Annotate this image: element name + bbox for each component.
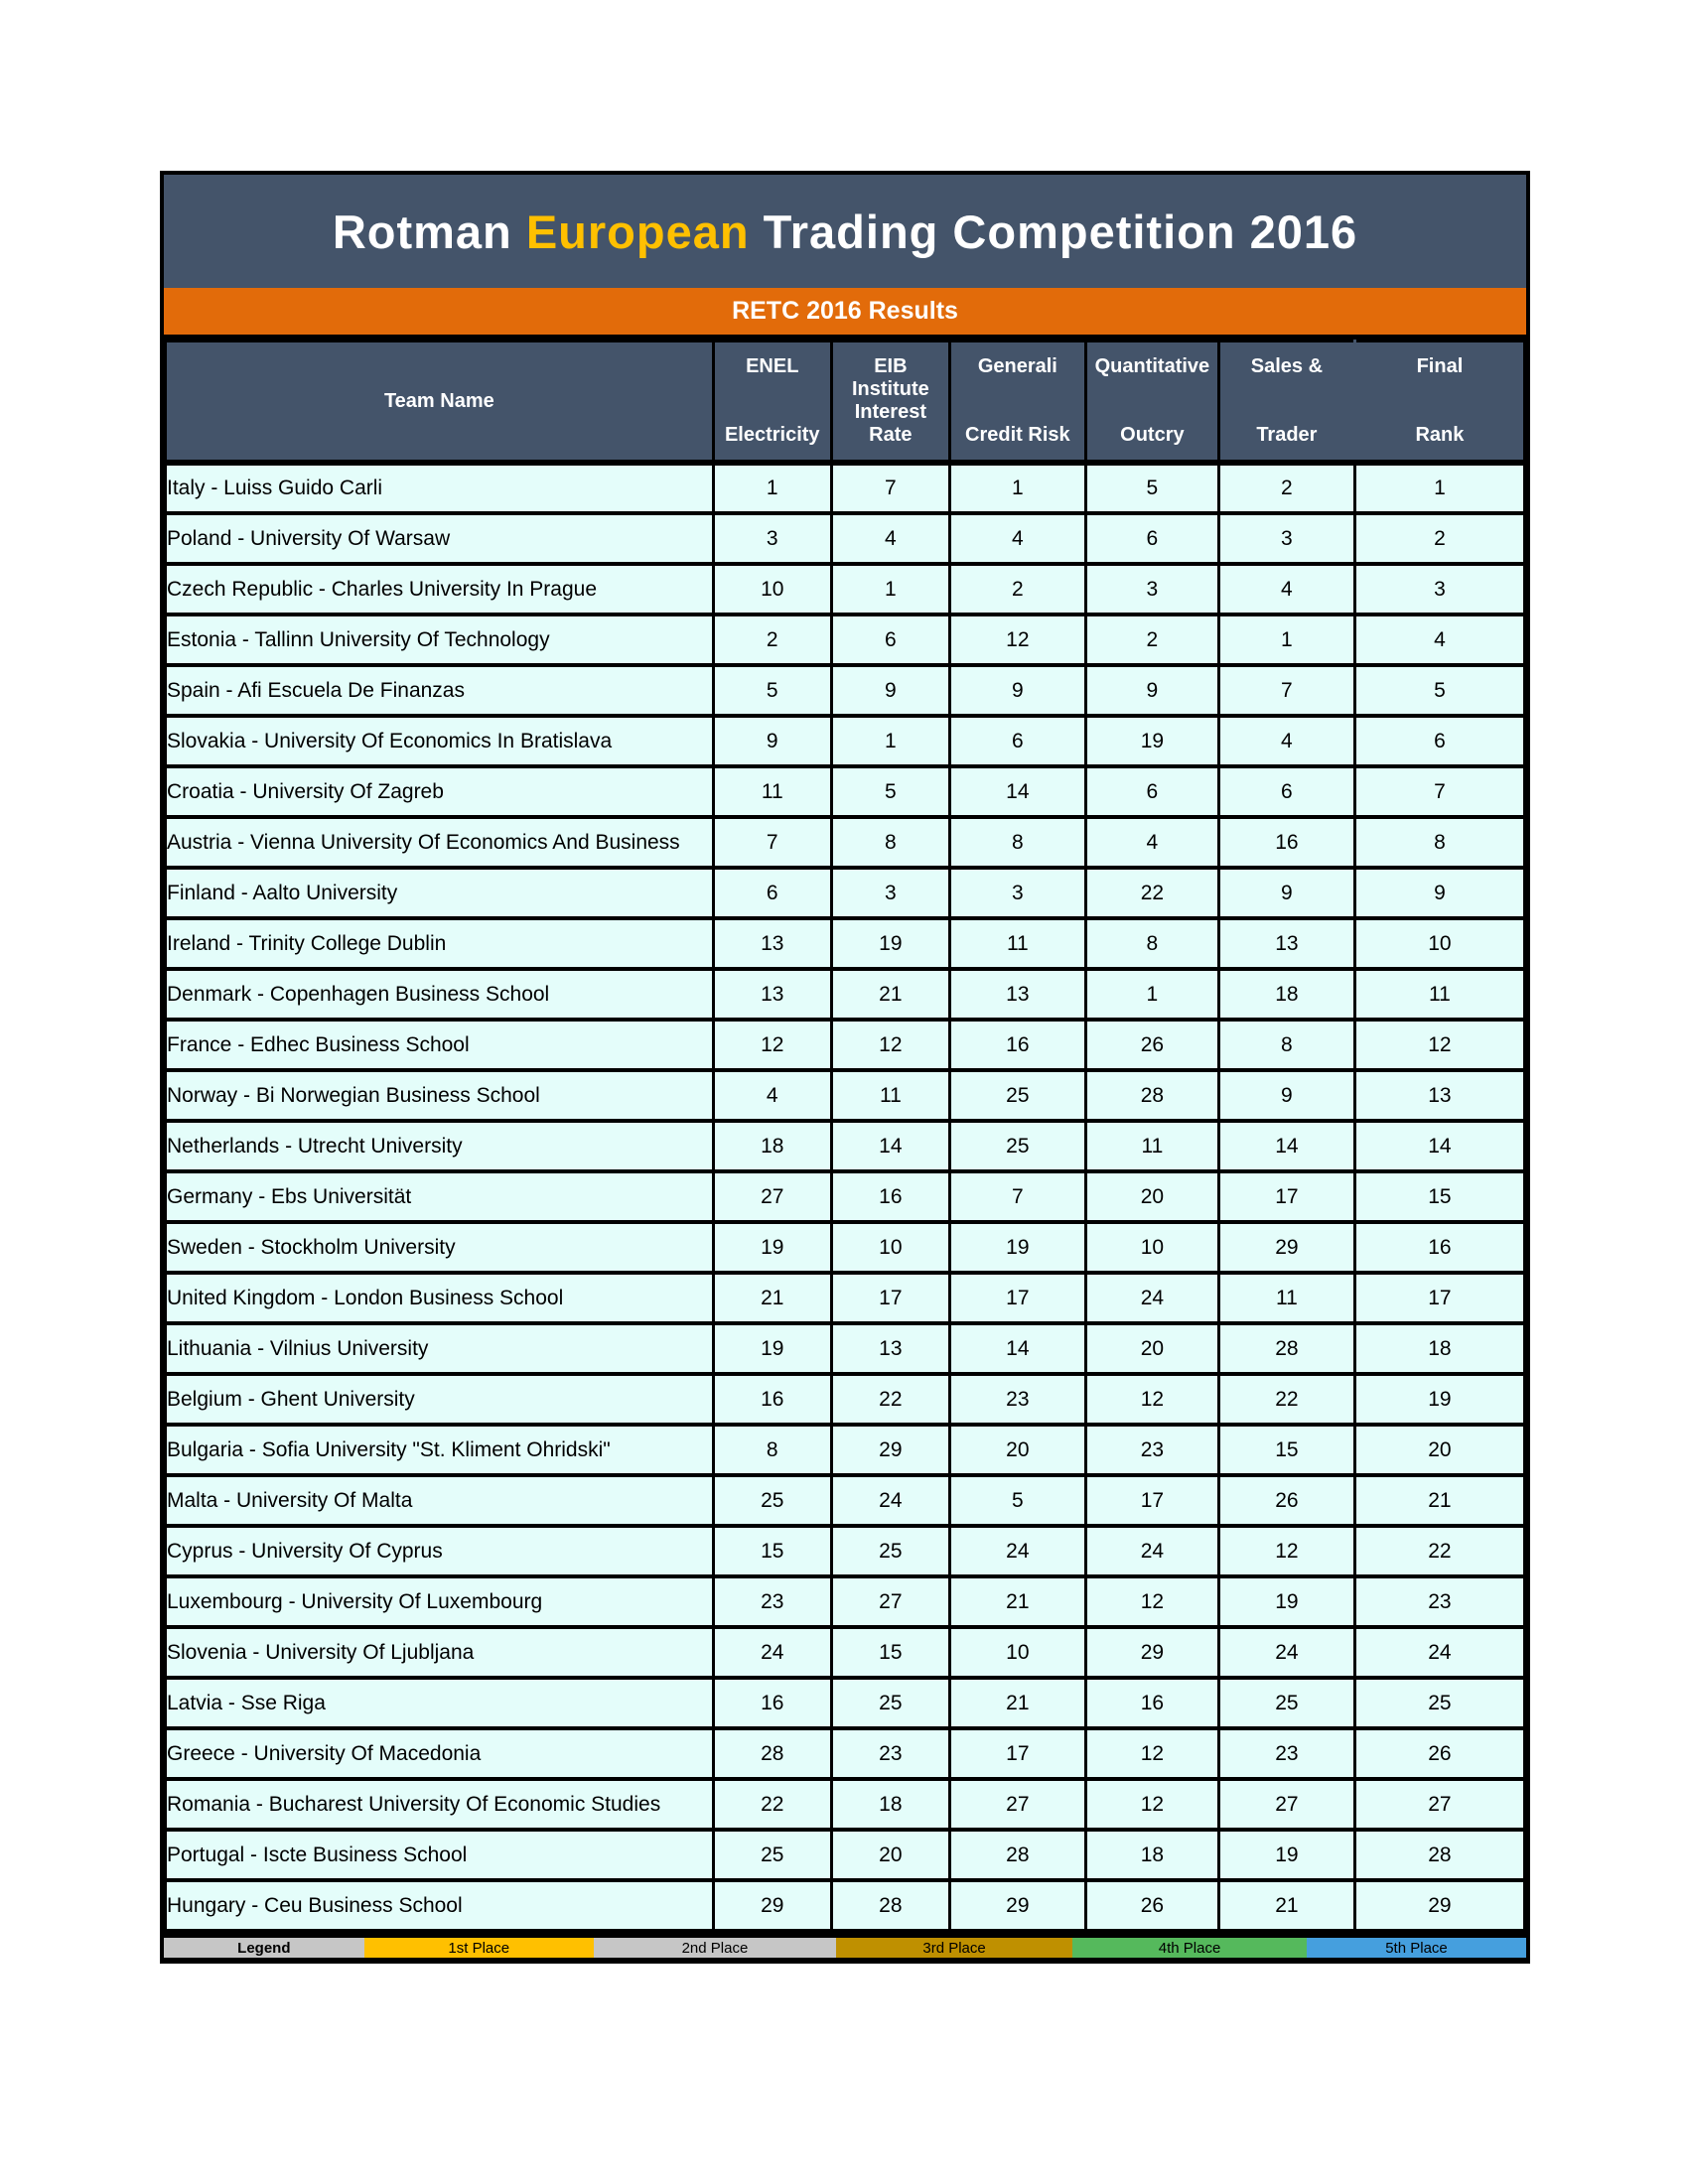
table-row [166, 513, 1525, 564]
rank-cell: 9 [713, 716, 831, 766]
rank-cell: 19 [1218, 1576, 1354, 1627]
legend-item: 5th Place [1307, 1938, 1526, 1958]
rank-cell: 16 [831, 1171, 949, 1222]
table-row [166, 1374, 1525, 1425]
rank-cell: 19 [1218, 1830, 1354, 1880]
rank-cell: 1 [1085, 969, 1218, 1020]
table-row [166, 564, 1525, 614]
team-name-cell: Malta - University Of Malta [166, 1475, 714, 1526]
rank-cell: 14 [949, 1323, 1085, 1374]
team-name-cell: Czech Republic - Charles University In Prague [166, 564, 714, 614]
rank-cell: 13 [713, 918, 831, 969]
table-row [166, 614, 1525, 665]
rank-cell: 17 [949, 1728, 1085, 1779]
column-header-line: ENEL [746, 355, 799, 377]
rank-cell: 23 [1218, 1728, 1354, 1779]
rank-cell: 21 [1354, 1475, 1524, 1526]
table-row [166, 1121, 1525, 1171]
table-row [166, 1171, 1525, 1222]
rank-cell: 29 [1085, 1627, 1218, 1678]
rank-cell: 19 [713, 1323, 831, 1374]
rank-cell: 2 [949, 564, 1085, 614]
team-name-cell: France - Edhec Business School [166, 1020, 714, 1070]
rank-cell: 21 [831, 969, 949, 1020]
rank-cell: 10 [1085, 1222, 1218, 1273]
title-segment: Trading Competition 2016 [749, 205, 1358, 258]
rank-cell: 25 [831, 1526, 949, 1576]
team-name-cell: Sweden - Stockholm University [166, 1222, 714, 1273]
rank-cell: 9 [1354, 868, 1524, 918]
table-row [166, 918, 1525, 969]
rank-cell: 4 [1218, 716, 1354, 766]
team-name-cell: Luxembourg - University Of Luxembourg [166, 1576, 714, 1627]
column-header-line: Final [1416, 355, 1464, 377]
table-row [166, 1576, 1525, 1627]
rank-cell: 11 [1218, 1273, 1354, 1323]
column-header [713, 341, 831, 464]
rank-cell: 14 [831, 1121, 949, 1171]
rank-cell: 4 [713, 1070, 831, 1121]
table-row [166, 1526, 1525, 1576]
legend-item: 3rd Place [836, 1938, 1072, 1958]
rank-cell: 2 [1218, 463, 1354, 513]
rank-cell: 26 [1085, 1020, 1218, 1070]
rank-cell: 18 [1354, 1323, 1524, 1374]
column-header-line: Interest Rate [854, 401, 926, 446]
rank-cell: 1 [831, 564, 949, 614]
results-sheet [160, 171, 1530, 1964]
rank-cell: 4 [949, 513, 1085, 564]
rank-cell: 24 [1085, 1273, 1218, 1323]
team-name-cell: Finland - Aalto University [166, 868, 714, 918]
rank-cell: 8 [1085, 918, 1218, 969]
rank-cell: 26 [1354, 1728, 1524, 1779]
rank-cell: 21 [1218, 1880, 1354, 1931]
rank-cell: 1 [831, 716, 949, 766]
table-row [166, 1880, 1525, 1931]
team-name-cell: Lithuania - Vilnius University [166, 1323, 714, 1374]
rank-cell: 3 [713, 513, 831, 564]
rank-cell: 19 [1085, 716, 1218, 766]
rank-cell: 24 [949, 1526, 1085, 1576]
rank-cell: 28 [1218, 1323, 1354, 1374]
table-row [166, 1830, 1525, 1880]
rank-cell: 18 [713, 1121, 831, 1171]
rank-cell: 8 [1218, 1020, 1354, 1070]
rank-cell: 8 [713, 1425, 831, 1475]
table-row [166, 1070, 1525, 1121]
rank-cell: 13 [1354, 1070, 1524, 1121]
rank-cell: 5 [1085, 463, 1218, 513]
rank-cell: 17 [1085, 1475, 1218, 1526]
rank-cell: 2 [1085, 614, 1218, 665]
team-name-cell: Romania - Bucharest University Of Economic Studies [166, 1779, 714, 1830]
rank-cell: 22 [1218, 1374, 1354, 1425]
rank-cell: 12 [1085, 1779, 1218, 1830]
rank-cell: 23 [713, 1576, 831, 1627]
rank-cell: 28 [949, 1830, 1085, 1880]
column-header [1218, 341, 1354, 464]
rank-cell: 18 [831, 1779, 949, 1830]
rank-cell: 7 [1354, 766, 1524, 817]
rank-cell: 29 [949, 1880, 1085, 1931]
rank-cell: 16 [1218, 817, 1354, 868]
column-header-line: Outcry [1120, 424, 1185, 446]
rank-cell: 25 [831, 1678, 949, 1728]
rank-cell: 22 [1354, 1526, 1524, 1576]
rank-cell: 23 [831, 1728, 949, 1779]
title-segment: European [525, 205, 750, 258]
team-name-cell: Hungary - Ceu Business School [166, 1880, 714, 1931]
rank-cell: 20 [1085, 1171, 1218, 1222]
rank-cell: 27 [1218, 1779, 1354, 1830]
rank-cell: 6 [949, 716, 1085, 766]
column-header [949, 341, 1085, 464]
rank-cell: 10 [713, 564, 831, 614]
team-name-cell: Estonia - Tallinn University Of Technology [166, 614, 714, 665]
rank-cell: 10 [1354, 918, 1524, 969]
table-row [166, 969, 1525, 1020]
rank-cell: 1 [949, 463, 1085, 513]
results-table [164, 340, 1526, 1933]
rank-cell: 6 [1354, 716, 1524, 766]
rank-cell: 11 [713, 766, 831, 817]
rank-cell: 8 [949, 817, 1085, 868]
rank-cell: 3 [831, 868, 949, 918]
rank-cell: 1 [713, 463, 831, 513]
table-row [166, 1273, 1525, 1323]
team-name-cell: Germany - Ebs Universität [166, 1171, 714, 1222]
rank-cell: 16 [949, 1020, 1085, 1070]
table-row [166, 1323, 1525, 1374]
column-header-line: Rank [1415, 424, 1465, 446]
rank-cell: 20 [831, 1830, 949, 1880]
rank-cell: 21 [949, 1576, 1085, 1627]
rank-cell: 6 [1085, 513, 1218, 564]
team-name-cell: Greece - University Of Macedonia [166, 1728, 714, 1779]
rank-cell: 13 [1218, 918, 1354, 969]
rank-cell: 24 [1354, 1627, 1524, 1678]
rank-cell: 12 [949, 614, 1085, 665]
team-name-cell: Slovenia - University Of Ljubljana [166, 1627, 714, 1678]
rank-cell: 28 [1085, 1070, 1218, 1121]
rank-cell: 6 [831, 614, 949, 665]
column-header-line: Electricity [724, 424, 820, 446]
rank-cell: 23 [949, 1374, 1085, 1425]
rank-cell: 11 [831, 1070, 949, 1121]
table-row [166, 716, 1525, 766]
rank-cell: 20 [1354, 1425, 1524, 1475]
table-row [166, 1779, 1525, 1830]
rank-cell: 27 [1354, 1779, 1524, 1830]
rank-cell: 17 [831, 1273, 949, 1323]
rank-cell: 22 [713, 1779, 831, 1830]
rank-cell: 4 [1354, 614, 1524, 665]
column-header [1085, 341, 1218, 464]
rank-cell: 3 [1354, 564, 1524, 614]
results-banner [164, 288, 1526, 340]
legend-bar [164, 1933, 1526, 1960]
rank-cell: 23 [1085, 1425, 1218, 1475]
rank-cell: 12 [1085, 1576, 1218, 1627]
team-name-cell: Cyprus - University Of Cyprus [166, 1526, 714, 1576]
table-row [166, 817, 1525, 868]
rank-cell: 15 [713, 1526, 831, 1576]
rank-cell: 19 [949, 1222, 1085, 1273]
legend-item: 4th Place [1072, 1938, 1307, 1958]
rank-cell: 11 [1085, 1121, 1218, 1171]
team-name-cell: Norway - Bi Norwegian Business School [166, 1070, 714, 1121]
rank-cell: 25 [1218, 1678, 1354, 1728]
table-row [166, 1425, 1525, 1475]
table-row [166, 1678, 1525, 1728]
rank-cell: 7 [713, 817, 831, 868]
rank-cell: 5 [831, 766, 949, 817]
team-name-cell: Poland - University Of Warsaw [166, 513, 714, 564]
rank-cell: 6 [1085, 766, 1218, 817]
rank-cell: 6 [1218, 766, 1354, 817]
rank-cell: 27 [831, 1576, 949, 1627]
legend-item: Legend [164, 1938, 364, 1958]
rank-cell: 5 [949, 1475, 1085, 1526]
rank-cell: 7 [831, 463, 949, 513]
rank-cell: 25 [713, 1475, 831, 1526]
rank-cell: 28 [713, 1728, 831, 1779]
title-bar [164, 175, 1526, 288]
rank-cell: 29 [713, 1880, 831, 1931]
rank-cell: 10 [949, 1627, 1085, 1678]
team-name-cell: Portugal - Iscte Business School [166, 1830, 714, 1880]
results-body [166, 463, 1525, 1931]
rank-cell: 27 [949, 1779, 1085, 1830]
rank-cell: 18 [1085, 1830, 1218, 1880]
rank-cell: 25 [949, 1070, 1085, 1121]
rank-cell: 9 [949, 665, 1085, 716]
rank-cell: 12 [1218, 1526, 1354, 1576]
rank-cell: 23 [1354, 1576, 1524, 1627]
rank-cell: 24 [1085, 1526, 1218, 1576]
rank-cell: 27 [713, 1171, 831, 1222]
rank-cell: 14 [1354, 1121, 1524, 1171]
rank-cell: 12 [831, 1020, 949, 1070]
team-name-cell: Latvia - Sse Riga [166, 1678, 714, 1728]
page-title [333, 205, 1357, 259]
team-name-cell: Belgium - Ghent University [166, 1374, 714, 1425]
rank-cell: 3 [949, 868, 1085, 918]
rank-cell: 22 [831, 1374, 949, 1425]
rank-cell: 11 [1354, 969, 1524, 1020]
rank-cell: 19 [1354, 1374, 1524, 1425]
column-header [1354, 341, 1524, 464]
rank-cell: 25 [1354, 1678, 1524, 1728]
column-header-line: EIB Institute [851, 355, 929, 400]
rank-cell: 29 [831, 1425, 949, 1475]
team-name-cell: Spain - Afi Escuela De Finanzas [166, 665, 714, 716]
table-row [166, 1627, 1525, 1678]
rank-cell: 1 [1218, 614, 1354, 665]
team-name-cell: Ireland - Trinity College Dublin [166, 918, 714, 969]
rank-cell: 19 [713, 1222, 831, 1273]
column-header-line: Trader [1256, 424, 1318, 446]
rank-cell: 12 [1354, 1020, 1524, 1070]
rank-cell: 21 [949, 1678, 1085, 1728]
rank-cell: 5 [713, 665, 831, 716]
table-row [166, 1020, 1525, 1070]
rank-cell: 16 [1354, 1222, 1524, 1273]
column-header [831, 341, 949, 464]
rank-cell: 26 [1085, 1880, 1218, 1931]
rank-cell: 29 [1218, 1222, 1354, 1273]
rank-cell: 13 [713, 969, 831, 1020]
rank-cell: 22 [1085, 868, 1218, 918]
rank-cell: 14 [1218, 1121, 1354, 1171]
rank-cell: 18 [1218, 969, 1354, 1020]
rank-cell: 9 [831, 665, 949, 716]
table-row [166, 868, 1525, 918]
rank-cell: 20 [1085, 1323, 1218, 1374]
rank-cell: 10 [831, 1222, 949, 1273]
rank-cell: 24 [1218, 1627, 1354, 1678]
rank-cell: 16 [713, 1678, 831, 1728]
rank-cell: 15 [831, 1627, 949, 1678]
rank-cell: 16 [1085, 1678, 1218, 1728]
rank-cell: 24 [831, 1475, 949, 1526]
table-row [166, 1728, 1525, 1779]
rank-cell: 12 [1085, 1374, 1218, 1425]
team-name-cell: Croatia - University Of Zagreb [166, 766, 714, 817]
rank-cell: 4 [831, 513, 949, 564]
rank-cell: 25 [713, 1830, 831, 1880]
rank-cell: 12 [713, 1020, 831, 1070]
rank-cell: 3 [1085, 564, 1218, 614]
title-segment: Rotman [332, 205, 526, 258]
column-header-line: Sales & [1250, 355, 1324, 377]
rank-cell: 14 [949, 766, 1085, 817]
rank-cell: 4 [1218, 564, 1354, 614]
rank-cell: 24 [713, 1627, 831, 1678]
rank-cell: 17 [1218, 1171, 1354, 1222]
legend-item: 1st Place [364, 1938, 594, 1958]
team-name-cell: Italy - Luiss Guido Carli [166, 463, 714, 513]
column-header-line: Generali [977, 355, 1057, 377]
rank-cell: 9 [1218, 868, 1354, 918]
rank-cell: 7 [949, 1171, 1085, 1222]
rank-cell: 19 [831, 918, 949, 969]
rank-cell: 3 [1218, 513, 1354, 564]
rank-cell: 8 [1354, 817, 1524, 868]
team-name-cell: United Kingdom - London Business School [166, 1273, 714, 1323]
rank-cell: 8 [831, 817, 949, 868]
rank-cell: 15 [1218, 1425, 1354, 1475]
table-row [166, 463, 1525, 513]
rank-cell: 4 [1085, 817, 1218, 868]
rank-cell: 20 [949, 1425, 1085, 1475]
rank-cell: 11 [949, 918, 1085, 969]
team-name-cell: Bulgaria - Sofia University "St. Kliment Ohridski" [166, 1425, 714, 1475]
rank-cell: 2 [713, 614, 831, 665]
rank-cell: 7 [1218, 665, 1354, 716]
rank-cell: 15 [1354, 1171, 1524, 1222]
rank-cell: 12 [1085, 1728, 1218, 1779]
column-header-line: Credit Risk [965, 424, 1070, 446]
team-name-cell: Denmark - Copenhagen Business School [166, 969, 714, 1020]
table-row [166, 766, 1525, 817]
legend-item: 2nd Place [594, 1938, 836, 1958]
rank-cell: 9 [1218, 1070, 1354, 1121]
rank-cell: 13 [831, 1323, 949, 1374]
column-header-line: Quantitative [1094, 355, 1210, 377]
rank-cell: 1 [1354, 463, 1524, 513]
rank-cell: 25 [949, 1121, 1085, 1171]
rank-cell: 21 [713, 1273, 831, 1323]
table-row [166, 1222, 1525, 1273]
rank-cell: 6 [713, 868, 831, 918]
team-name-cell: Slovakia - University Of Economics In Bratislava [166, 716, 714, 766]
table-row [166, 1475, 1525, 1526]
rank-cell: 26 [1218, 1475, 1354, 1526]
team-name-header: Team Name [166, 341, 714, 464]
rank-cell: 29 [1354, 1880, 1524, 1931]
team-name-cell: Netherlands - Utrecht University [166, 1121, 714, 1171]
rank-cell: 28 [831, 1880, 949, 1931]
rank-cell: 28 [1354, 1830, 1524, 1880]
rank-cell: 17 [1354, 1273, 1524, 1323]
rank-cell: 16 [713, 1374, 831, 1425]
rank-cell: 2 [1354, 513, 1524, 564]
rank-cell: 13 [949, 969, 1085, 1020]
table-row [166, 665, 1525, 716]
team-name-cell: Austria - Vienna University Of Economics And Business [166, 817, 714, 868]
rank-cell: 17 [949, 1273, 1085, 1323]
header-row [166, 341, 1525, 464]
rank-cell: 9 [1085, 665, 1218, 716]
rank-cell: 5 [1354, 665, 1524, 716]
results-banner-label: RETC 2016 Results [732, 297, 958, 325]
